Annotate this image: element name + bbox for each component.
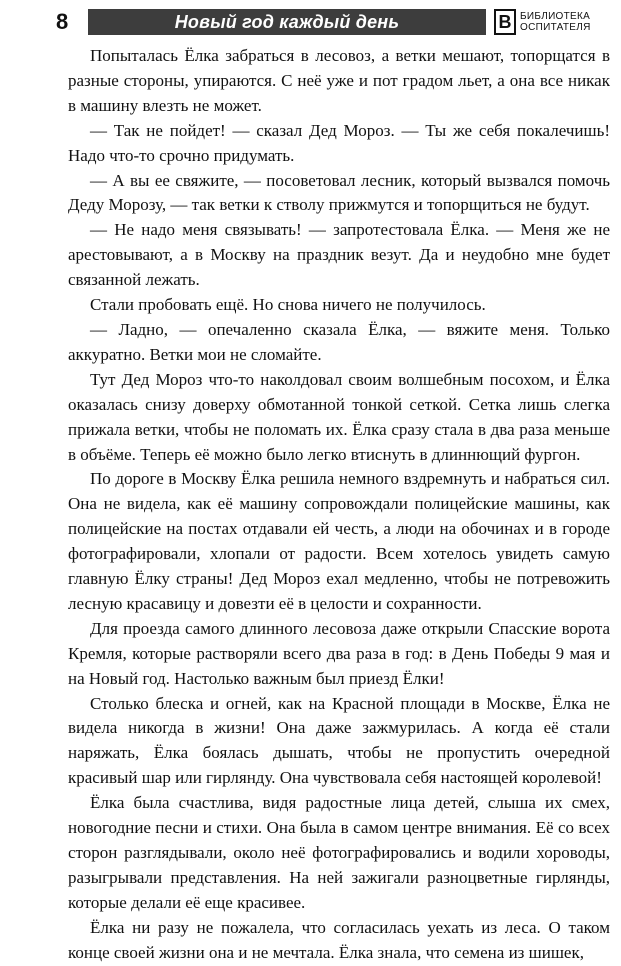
running-header [56, 6, 614, 38]
paragraph: — Не надо меня связывать! — запротестовала Ёлка. — Меня же не арестовывают, а в Москву на праздник везут. Да и неудобно мне будет связанной лежать. [68, 220, 610, 290]
series-logo-text [520, 11, 591, 33]
paragraph: Ёлка ни разу не пожалела, что согласилась уехать из леса. О таком конце своей жизни она и не мечтала. Ёлка знала, что семена из шишек, [68, 917, 610, 962]
body-text [68, 44, 610, 966]
paragraph: Стали пробовать ещё. Но снова ничего не получилось. [90, 295, 486, 315]
paragraph: Для проезда самого длинного лесовоза даже открыли Спасские ворота Кремля, которые растворяли всего два раза в год: в День Победы 9 мая и на Новый год. Настолько важным был приезд Ёлки! [68, 618, 610, 688]
page-number: 8 [56, 9, 69, 34]
series-name-line2: ОСПИТАТЕЛЯ [520, 22, 591, 33]
paragraph: — А вы ее свяжите, — посоветовал лесник, который вызвался помочь Деду Морозу, — так ветки к стволу прижмутся и топорщиться не будут. [68, 170, 610, 215]
series-name-line1: БИБЛИОТЕКА [520, 11, 591, 22]
series-logo-letter: B [494, 9, 516, 35]
paragraph: Столько блеска и огней, как на Красной площади в Москве, Ёлка не видела никогда в жизни! Она даже зажмурилась. А когда её стали наряжать, Ёлка боялась дышать, чтобы не пропустить очередной красивый шар или гирлянду. Она чувствовала себя настоящей королевой! [68, 693, 610, 788]
paragraph: — Так не пойдет! — сказал Дед Мороз. — Ты же себя покалечишь! Надо что-то срочно придумать. [68, 120, 610, 165]
book-title-bar [88, 9, 486, 35]
paragraph: Попыталась Ёлка забраться в лесовоз, а ветки мешают, топорщатся в разные стороны, упираются. С неё уже и пот градом льет, а она все никак в машину влезть не может. [68, 46, 610, 115]
paragraph: По дороге в Москву Ёлка решила немного вздремнуть и набраться сил. Она не видела, как её машину сопровождали полицейские машины, как полицейские на постах отдавали ей честь, а люди на обочинах и в городе фотографировали, хлопали от радости. Всем хотелось увидеть самую главную Ёлку страны! Дед Мороз ехал медленно, чтобы не потревожить лесную красавицу и довезти её в целости и сохранности. [68, 469, 610, 613]
series-logo [494, 9, 591, 35]
paragraph: — Ладно, — опечаленно сказала Ёлка, — вяжите меня. Только аккуратно. Ветки мои не сломайте. [68, 319, 610, 364]
paragraph: Тут Дед Мороз что-то наколдовал своим волшебным посохом, и Ёлка оказалась снизу доверху обмотанной тонкой сеткой. Сетка лишь слегка прижала ветки, чтобы не поломать их. Ёлка сразу стала в два раза меньше в объёме. Теперь её можно было легко втиснуть в длиннющий фургон. [68, 369, 610, 464]
paragraph: Ёлка была счастлива, видя радостные лица детей, слыша их смех, новогодние песни и стихи. Она была в самом центре внимания. Её со всех сторон разглядывали, около неё фотографировались и водили хороводы, разыгрывали представления. На ней зажигали разноцветные гирлянды, которые делали её еще красивее. [68, 793, 610, 912]
book-title: Новый год каждый день [174, 11, 400, 32]
